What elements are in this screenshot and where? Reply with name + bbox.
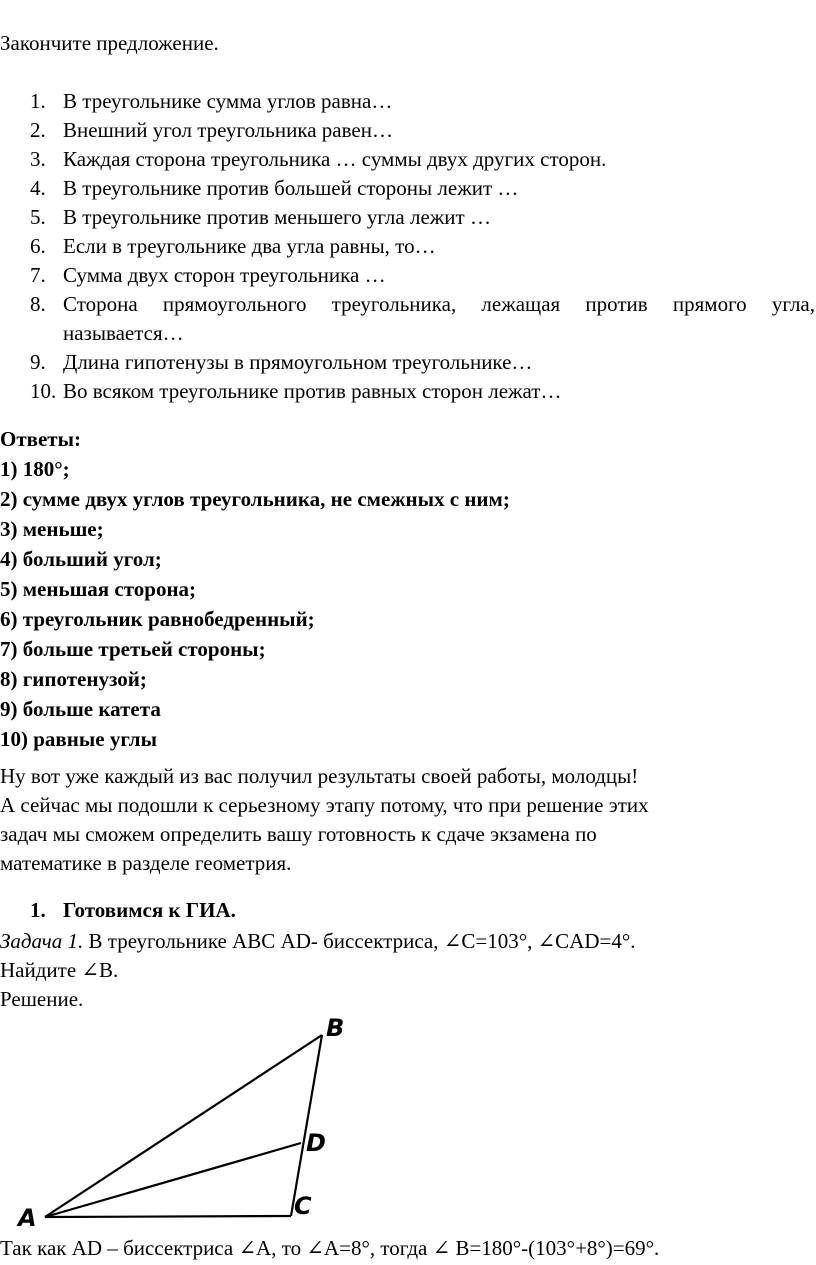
question-text: В треугольнике сумма углов равна… bbox=[63, 89, 393, 113]
question-text: Каждая сторона треугольника … суммы двух других сторон. bbox=[63, 147, 607, 171]
answers-section bbox=[0, 424, 510, 754]
question-item bbox=[0, 232, 816, 261]
intro-text: Закончите предложение. bbox=[0, 31, 219, 55]
vertex-label-b: B bbox=[326, 1014, 345, 1042]
question-item bbox=[0, 145, 816, 174]
paragraph-line: математике в разделе геометрия. bbox=[0, 851, 292, 875]
question-item bbox=[0, 116, 816, 145]
answer-item: 5) меньшая сторона; bbox=[0, 577, 197, 601]
question-number: 2. bbox=[30, 118, 46, 142]
question-number: 6. bbox=[30, 234, 46, 258]
vertex-label-d: D bbox=[306, 1129, 326, 1157]
question-item bbox=[0, 261, 816, 290]
questions-list bbox=[0, 87, 816, 406]
question-number: 3. bbox=[30, 147, 46, 171]
answer-item: 8) гипотенузой; bbox=[0, 667, 147, 691]
question-item bbox=[0, 377, 816, 406]
question-item bbox=[0, 348, 816, 377]
task-statement bbox=[0, 927, 816, 956]
question-number: 9. bbox=[30, 350, 46, 374]
gia-title: Готовимся к ГИА. bbox=[63, 898, 236, 922]
paragraph-line: задач мы сможем определить вашу готовность к сдаче экзамена по bbox=[0, 822, 597, 846]
answer-item: 10) равные углы bbox=[0, 727, 157, 751]
gia-heading bbox=[30, 898, 236, 923]
answers-title: Ответы: bbox=[0, 427, 82, 451]
paragraph-line: А сейчас мы подошли к серьезному этапу потому, что при решение этих bbox=[0, 793, 649, 817]
question-text: Внешний угол треугольника равен… bbox=[63, 118, 393, 142]
question-number: 10. bbox=[30, 379, 57, 403]
task-block bbox=[0, 927, 816, 1014]
intro-paragraph bbox=[0, 762, 816, 878]
question-item bbox=[0, 290, 816, 348]
task-label: Задача 1. bbox=[0, 929, 84, 953]
solution-text: Так как AD – биссектриса ∠A, то ∠A=8°, тогда ∠ B=180°-(103°+8°)=69°. bbox=[0, 1236, 660, 1260]
question-text: Сторона прямоугольного треугольника, лежащая против прямого угла, называется… bbox=[63, 292, 815, 345]
vertex-label-a: A bbox=[18, 1204, 37, 1232]
triangle-figure bbox=[0, 1010, 400, 1232]
answer-item: 1) 180°; bbox=[0, 457, 70, 481]
answer-item: 6) треугольник равнобедренный; bbox=[0, 607, 315, 631]
question-text: Во всяком треугольнике против равных сторон лежат… bbox=[63, 379, 562, 403]
task-text: В треугольнике АВС AD- биссектриса, ∠C=103°, ∠CAD=4°. bbox=[83, 929, 636, 953]
question-number: 4. bbox=[30, 176, 46, 200]
paragraph-line: Ну вот уже каждый из вас получил результаты своей работы, молодцы! bbox=[0, 764, 639, 788]
question-number: 8. bbox=[30, 292, 46, 316]
answer-item: 3) меньше; bbox=[0, 517, 104, 541]
question-text: В треугольнике против большей стороны лежит … bbox=[63, 176, 519, 200]
side-ac bbox=[45, 1216, 291, 1217]
question-number: 5. bbox=[30, 205, 46, 229]
vertex-label-c: C bbox=[294, 1192, 312, 1220]
question-item bbox=[0, 174, 816, 203]
answer-item: 4) больший угол; bbox=[0, 547, 162, 571]
solution-label: Решение. bbox=[0, 987, 84, 1011]
question-number: 1. bbox=[30, 89, 46, 113]
question-text: В треугольнике против меньшего угла лежит … bbox=[63, 205, 491, 229]
question-text: Длина гипотенузы в прямоугольном треугольнике… bbox=[63, 350, 533, 374]
side-ab bbox=[45, 1035, 322, 1217]
bisector-ad bbox=[45, 1143, 301, 1217]
answer-item: 9) больше катета bbox=[0, 697, 161, 721]
question-text: Если в треугольнике два угла равны, то… bbox=[63, 234, 436, 258]
question-text: Сумма двух сторон треугольника … bbox=[63, 263, 386, 287]
question-item bbox=[0, 87, 816, 116]
side-bc bbox=[291, 1035, 322, 1216]
task-question: Найдите ∠B. bbox=[0, 958, 119, 982]
answer-item: 7) больше третьей стороны; bbox=[0, 637, 266, 661]
answer-item: 2) сумме двух углов треугольника, не смежных с ним; bbox=[0, 487, 510, 511]
gia-number: 1. bbox=[30, 898, 46, 922]
question-item bbox=[0, 203, 816, 232]
question-number: 7. bbox=[30, 263, 46, 287]
